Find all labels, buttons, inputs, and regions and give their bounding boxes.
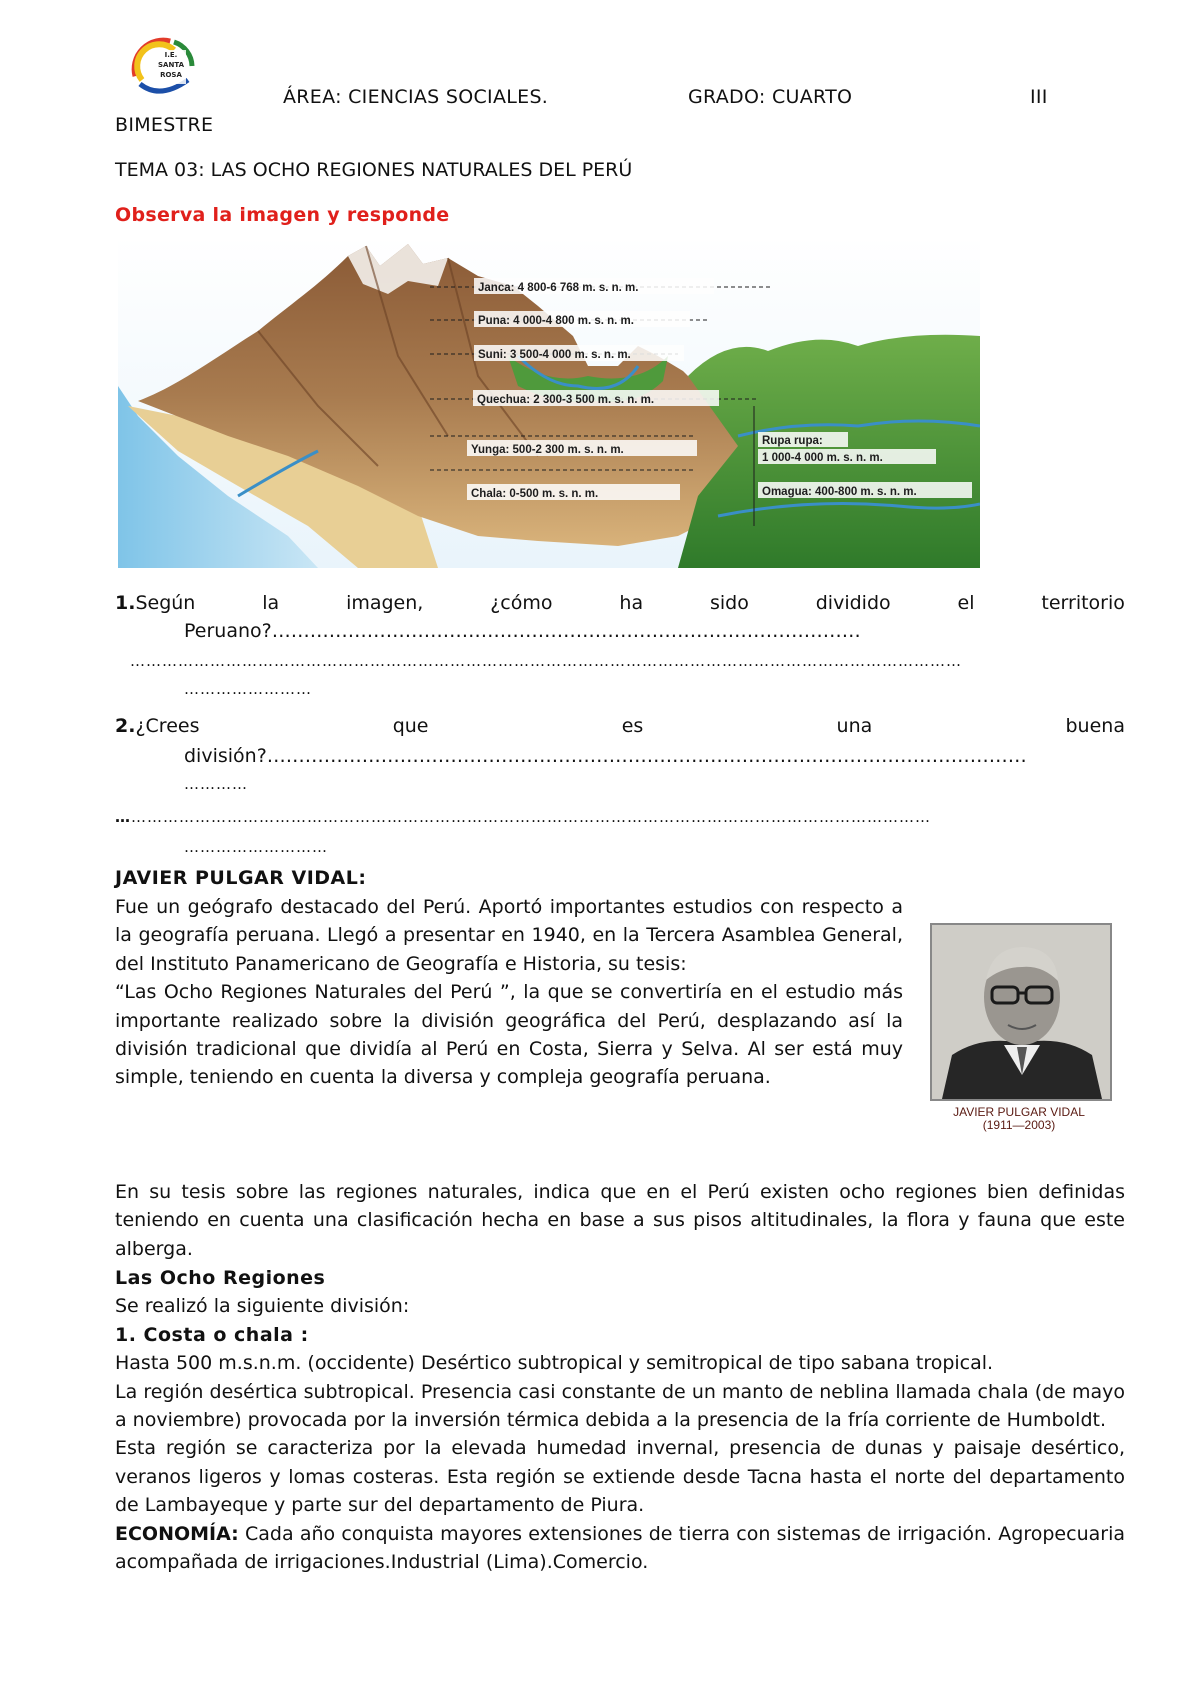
bimestre-number: III (1030, 86, 1048, 108)
bio-paragraph-2: “Las Ocho Regiones Naturales del Perú ”, la que se convertiría en el estudio más importante realizado sobre la división geográfica del Perú, desplazando así la división tradicional que dividía al Perú en Costa, Sierra y Selva. Al ser está muy simple, teniendo en cuenta la diversa y compleja geografía peruana. (115, 981, 903, 1089)
question-2-number: 2. (115, 715, 136, 737)
economia-text: Cada año conquista mayores extensiones de tierra con sistemas de irrigación. Agropecuaria acompañada de irrigaciones.Industrial (Lima).Comercio. (115, 1522, 1125, 1574)
question-1-word: ¿cómo (490, 592, 553, 614)
question-2-word: que (392, 715, 429, 737)
bio-paragraph-1: Fue un geógrafo destacado del Perú. Aportó importantes estudios con respecto a la geografía peruana. Llegó a presentar en 1940, en la Tercera Asamblea General, del Instituto Panamericano de Geografía e Historia, su tesis: (115, 896, 903, 975)
portrait-years: (1911—2003) (982, 1118, 1056, 1132)
question-2 (115, 715, 1125, 737)
bio-text (115, 893, 903, 1092)
region-label-chala: Chala: 0-500 m. s. n. m. (471, 488, 599, 500)
costa-paragraph-3: Esta región se caracteriza por la elevada humedad invernal, presencia de dunas y paisaje desértico, veranos ligeros y lomas costeras. Esta región se extiende desde Tacna hasta el norte del departamento de Lambayeque y parte sur del departamento de Piura. (115, 1437, 1125, 1517)
question-1-word: 1.Según (115, 592, 196, 614)
question-1-word: la (262, 592, 280, 614)
regions-section (115, 1264, 1125, 1576)
answer-1-line-3[interactable]: …………………… (184, 680, 312, 698)
question-2-word: una (836, 715, 873, 737)
region-label-suni: Suni: 3 500-4 000 m. s. n. m. (478, 349, 631, 361)
region-label-quechua: Quechua: 2 300-3 500 m. s. n. m. (477, 394, 655, 406)
answer-1-line-2[interactable]: ………………………………………………………………………………………………………………………………………… (130, 652, 962, 670)
question-1-word: dividido (815, 592, 891, 614)
question-1-word: el (957, 592, 975, 614)
bio-heading: JAVIER PULGAR VIDAL: (115, 867, 367, 889)
question-1-word: sido (709, 592, 749, 614)
bio-paragraph-3: En su tesis sobre las regiones naturales, indica que en el Perú existen ocho regiones bien definidas teniendo en cuenta una clasificación hecha en base a sus pisos altitudinales, la flora y fauna que este alberga. (115, 1181, 1125, 1260)
question-1-word: territorio (1041, 592, 1125, 614)
answer-2-line-3[interactable]: ……………………………………………………………………………………………………………………………………… (115, 808, 931, 826)
bimestre-label: BIMESTRE (115, 114, 214, 136)
region-label-janca: Janca: 4 800-6 768 m. s. n. m. (478, 282, 639, 294)
altitude-regions-diagram (118, 236, 980, 568)
regions-intro: Se realizó la siguiente división: (115, 1295, 410, 1318)
answer-2-line-3-start: … (115, 808, 131, 826)
area-label: ÁREA: CIENCIAS SOCIALES. (283, 86, 549, 108)
region-label-rupa-rupa: Rupa rupa: (762, 435, 823, 447)
region-label-rupa-rupa-range: 1 000-4 000 m. s. n. m. (762, 452, 883, 464)
question-1-word: ha (619, 592, 644, 614)
region-label-puna: Puna: 4 000-4 800 m. s. n. m. (478, 315, 634, 327)
answer-2-line-2[interactable]: ………… (184, 775, 248, 793)
question-1-number: 1. (115, 592, 136, 614)
economia-paragraph (115, 1520, 1125, 1577)
grado-label: GRADO: CUARTO (688, 86, 853, 108)
costa-paragraph-2: La región desértica subtropical. Presencia casi constante de un manto de neblina llamada chala (de mayo a noviembre) provocada por la inversión térmica debida a la presencia de la fría corriente de Humboldt. (115, 1380, 1125, 1432)
portrait-photo (930, 923, 1112, 1101)
logo-text-1: I.E. (164, 51, 178, 59)
question-1 (115, 592, 1125, 614)
region-label-omagua: Omagua: 400-800 m. s. n. m. (762, 486, 917, 498)
answer-1-line-1[interactable]: Peruano?………………………………………………………………………………… (184, 620, 861, 642)
portrait-name: JAVIER PULGAR VIDAL (953, 1105, 1085, 1119)
region-label-yunga: Yunga: 500-2 300 m. s. n. m. (471, 444, 624, 456)
instruction: Observa la imagen y responde (115, 204, 450, 226)
page-title: TEMA 03: LAS OCHO REGIONES NATURALES DEL PERÚ (115, 159, 633, 181)
regions-heading: Las Ocho Regiones (115, 1267, 326, 1289)
costa-heading: 1. Costa o chala : (115, 1323, 309, 1346)
school-logo (130, 36, 200, 98)
logo-text-2: SANTA (158, 61, 184, 69)
question-2-word: es (621, 715, 644, 737)
costa-paragraph-1: Hasta 500 m.s.n.m. (occidente) Desértico subtropical y semitropical de tipo sabana tropical. (115, 1352, 994, 1375)
economia-label: ECONOMÍA: (115, 1522, 239, 1545)
logo-text-3: ROSA (160, 71, 182, 79)
question-2-word: buena (1065, 715, 1125, 737)
answer-2-line-4[interactable]: ……………………… (184, 838, 328, 856)
question-2-word: 2.¿Crees (115, 715, 200, 737)
answer-2-line-1[interactable]: división?………………………………………………………………………………………………………… (184, 745, 1027, 767)
question-1-word: imagen, (346, 592, 424, 614)
portrait-caption (930, 1106, 1108, 1132)
